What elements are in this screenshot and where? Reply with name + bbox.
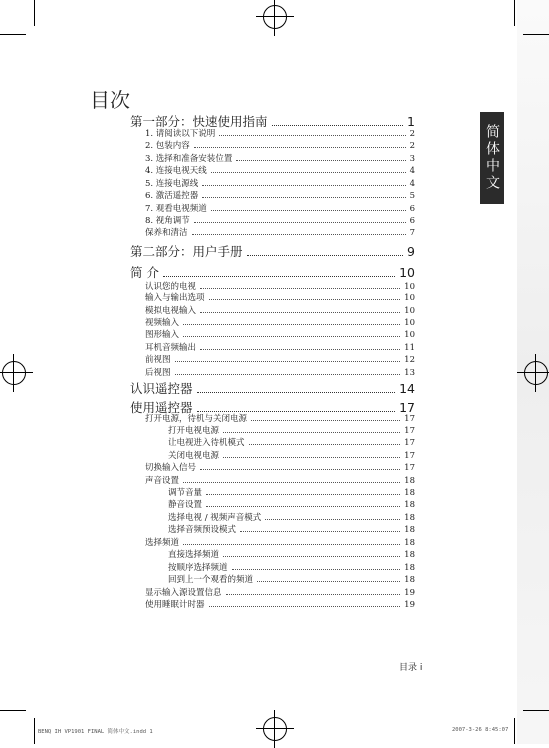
- toc-entry[interactable]: [145, 164, 415, 176]
- toc-leader-dots: [223, 556, 400, 557]
- toc-entry-title: 7. 观看电视频道: [145, 204, 207, 214]
- toc-entry[interactable]: [145, 189, 415, 201]
- toc-entry-page: 18: [404, 476, 415, 486]
- toc-entry-title: 4. 连接电视天线: [145, 166, 207, 176]
- toc-entry-title: 认识您的电视: [145, 282, 197, 292]
- toc-entry[interactable]: [145, 536, 415, 548]
- toc-entry-page: 18: [404, 488, 415, 498]
- toc-entry-page: 13: [404, 368, 415, 378]
- toc-entry-title: 视频输入: [145, 318, 180, 328]
- crop-mark: [34, 718, 35, 744]
- page-title: 目次: [90, 88, 130, 112]
- toc-entry[interactable]: [145, 316, 415, 328]
- toc-entry-page: 5: [409, 191, 415, 201]
- toc-entry-page: 9: [407, 244, 415, 259]
- registration-mark: [2, 361, 26, 385]
- toc-entry-title: 1. 请阅读以下说明: [145, 129, 216, 139]
- toc-entry-title: 打开电视电源: [168, 426, 220, 436]
- toc-entry-title: 认识遥控器: [130, 381, 193, 396]
- toc-entry[interactable]: [168, 449, 415, 461]
- toc-leader-dots: [183, 544, 400, 545]
- toc-leader-dots: [257, 581, 400, 582]
- toc-leader-dots: [197, 392, 396, 393]
- toc-entry-page: 4: [409, 179, 415, 189]
- toc-entry-title: 6. 激活遥控器: [145, 191, 199, 201]
- toc-entry-page: 17: [404, 426, 415, 436]
- toc-entry-page: 17: [404, 463, 415, 473]
- registration-mark: [524, 361, 548, 385]
- toc-entry-page: 17: [404, 414, 415, 424]
- toc-leader-dots: [202, 197, 405, 198]
- toc-leader-dots: [226, 594, 401, 595]
- toc-entry[interactable]: [145, 214, 415, 226]
- toc-entry[interactable]: [168, 573, 415, 585]
- toc-entry-page: 19: [404, 588, 415, 598]
- toc-entry[interactable]: [168, 511, 415, 523]
- toc-leader-dots: [211, 172, 406, 173]
- toc-entry-page: 17: [404, 451, 415, 461]
- toc-entry[interactable]: [130, 242, 415, 260]
- toc-entry-page: 18: [404, 500, 415, 510]
- toc-entry[interactable]: [145, 177, 415, 189]
- toc-entry-page: 18: [404, 550, 415, 560]
- toc-entry-title: 按顺序选择频道: [168, 563, 228, 573]
- toc-leader-dots: [194, 147, 406, 148]
- toc-entry[interactable]: [145, 366, 415, 378]
- toc-leader-dots: [200, 469, 400, 470]
- toc-entry-page: 6: [409, 204, 415, 214]
- toc-entry[interactable]: [145, 291, 415, 303]
- toc-entry-title: 5. 连接电源线: [145, 179, 199, 189]
- language-tab: 简体中文: [480, 112, 504, 204]
- toc-entry-page: 10: [404, 318, 415, 328]
- toc-leader-dots: [236, 160, 405, 161]
- toc-leader-dots: [200, 349, 400, 350]
- toc-entry-page: 17: [399, 400, 415, 415]
- toc-entry-page: 18: [404, 513, 415, 523]
- toc-entry[interactable]: [145, 202, 415, 214]
- toc-entry[interactable]: [145, 304, 415, 316]
- toc-entry-page: 3: [409, 154, 415, 164]
- toc-entry-title: 静音设置: [168, 500, 203, 510]
- toc-leader-dots: [183, 336, 400, 337]
- toc-entry-title: 回到上一个观看的频道: [168, 575, 254, 585]
- toc-entry-page: 4: [409, 166, 415, 176]
- footer-page-label: 目录 i: [399, 663, 423, 673]
- registration-mark: [263, 5, 287, 29]
- toc-entry[interactable]: [145, 586, 415, 598]
- toc-entry[interactable]: [145, 353, 415, 365]
- toc-entry[interactable]: [145, 127, 415, 139]
- toc-leader-dots: [175, 374, 401, 375]
- toc-entry[interactable]: [145, 328, 415, 340]
- toc-entry[interactable]: [168, 561, 415, 573]
- toc-entry-title: 输入与输出选项: [145, 293, 205, 303]
- toc-entry-title: 选择音频预设模式: [168, 525, 237, 535]
- toc-leader-dots: [247, 255, 404, 256]
- toc-entry-title: 3. 选择和准备安装位置: [145, 154, 233, 164]
- toc-leader-dots: [206, 506, 400, 507]
- crop-mark: [514, 718, 515, 744]
- toc-entry-title: 直接选择频道: [168, 550, 220, 560]
- toc-leader-dots: [183, 482, 400, 483]
- toc-entry-title: 后视图: [145, 368, 171, 378]
- toc-entry-title: 8. 视角调节: [145, 216, 190, 226]
- toc-entry-title: 关闭电视电源: [168, 451, 220, 461]
- toc-entry-page: 6: [409, 216, 415, 226]
- toc-leader-dots: [209, 606, 401, 607]
- toc-entry[interactable]: [168, 486, 415, 498]
- toc-entry-page: 7: [409, 228, 415, 238]
- toc-entry[interactable]: [145, 461, 415, 473]
- toc-leader-dots: [240, 531, 400, 532]
- toc-leader-dots: [175, 361, 401, 362]
- toc-entry[interactable]: [168, 548, 415, 560]
- toc-entry-page: 14: [399, 381, 415, 396]
- toc-entry[interactable]: [145, 139, 415, 151]
- toc-leader-dots: [163, 276, 395, 277]
- toc-entry[interactable]: [145, 341, 415, 353]
- print-slug-file: BENQ IH VP1901 FINAL 简体中文.indd 1: [38, 729, 153, 735]
- toc-entry[interactable]: [168, 523, 415, 535]
- crop-mark: [0, 34, 26, 35]
- toc-leader-dots: [209, 299, 401, 300]
- toc-leader-dots: [232, 569, 401, 570]
- toc-entry-title: 简 介: [130, 265, 159, 280]
- print-slug-date: 2007-3-26 8:45:07: [452, 727, 509, 733]
- toc-entry-title: 切换输入信号: [145, 463, 197, 473]
- toc-entry-page: 10: [399, 265, 415, 280]
- crop-mark: [34, 0, 35, 26]
- toc-entry-title: 第一部分：快速使用指南: [130, 114, 268, 129]
- toc-entry-page: 11: [404, 343, 415, 353]
- toc-entry-page: 10: [404, 306, 415, 316]
- toc-leader-dots: [211, 210, 406, 211]
- toc-entry-title: 选择频道: [145, 538, 180, 548]
- toc-leader-dots: [265, 519, 400, 520]
- toc-leader-dots: [200, 312, 400, 313]
- crop-mark: [523, 710, 549, 711]
- toc-entry[interactable]: [130, 379, 415, 397]
- toc-entry-title: 保养和清洁: [145, 228, 188, 238]
- toc-entry-title: 第二部分：用户手册: [130, 244, 243, 259]
- toc-entry[interactable]: [145, 412, 415, 424]
- toc-entry-title: 2. 包装内容: [145, 141, 190, 151]
- toc-entry-title: 耳机音频输出: [145, 343, 197, 353]
- toc-entry-title: 选择电视 / 视频声音模式: [168, 513, 262, 523]
- toc-entry-page: 18: [404, 575, 415, 585]
- toc-entry-page: 2: [409, 129, 415, 139]
- toc-leader-dots: [194, 222, 406, 223]
- toc-entry-title: 模拟电视输入: [145, 306, 197, 316]
- toc-entry-page: 19: [404, 600, 415, 610]
- toc-entry[interactable]: [145, 474, 415, 486]
- toc-entry-page: 2: [409, 141, 415, 151]
- toc-entry[interactable]: [145, 152, 415, 164]
- crop-mark: [523, 34, 549, 35]
- toc-entry[interactable]: [130, 263, 415, 281]
- toc-entry-title: 显示输入源设置信息: [145, 588, 222, 598]
- crop-mark: [514, 0, 515, 26]
- toc-leader-dots: [192, 234, 406, 235]
- toc-entry[interactable]: [168, 424, 415, 436]
- toc-entry-page: 17: [404, 438, 415, 448]
- toc-entry-page: 10: [404, 282, 415, 292]
- toc-entry[interactable]: [145, 598, 415, 610]
- toc-entry-page: 10: [404, 293, 415, 303]
- registration-mark: [263, 717, 287, 741]
- toc-leader-dots: [202, 185, 405, 186]
- toc-entry[interactable]: [168, 498, 415, 510]
- toc-entry-title: 使用睡眠计时器: [145, 600, 205, 610]
- toc-leader-dots: [272, 125, 404, 126]
- toc-leader-dots: [219, 135, 405, 136]
- toc-leader-dots: [183, 324, 400, 325]
- toc-entry-title: 图形输入: [145, 330, 180, 340]
- toc-entry-title: 声音设置: [145, 476, 180, 486]
- toc-entry-page: 1: [407, 114, 415, 129]
- toc-entry-page: 18: [404, 538, 415, 548]
- toc-entry-title: 使用遥控器: [130, 400, 193, 415]
- toc-entry-title: 让电视进入待机模式: [168, 438, 245, 448]
- toc-leader-dots: [200, 288, 400, 289]
- toc-entry-title: 前视图: [145, 355, 171, 365]
- toc-entry-title: 调节音量: [168, 488, 203, 498]
- toc-leader-dots: [223, 432, 400, 433]
- toc-entry-page: 18: [404, 563, 415, 573]
- toc-leader-dots: [249, 444, 401, 445]
- toc-entry[interactable]: [168, 436, 415, 448]
- toc-entry-page: 10: [404, 330, 415, 340]
- toc-leader-dots: [206, 494, 400, 495]
- toc-entry-page: 18: [404, 525, 415, 535]
- toc-entry[interactable]: [145, 226, 415, 238]
- toc-entry-title: 打开电源，待机与关闭电源: [145, 414, 248, 424]
- toc-entry-page: 12: [404, 355, 415, 365]
- toc-leader-dots: [223, 457, 400, 458]
- toc-leader-dots: [251, 420, 400, 421]
- crop-mark: [0, 710, 26, 711]
